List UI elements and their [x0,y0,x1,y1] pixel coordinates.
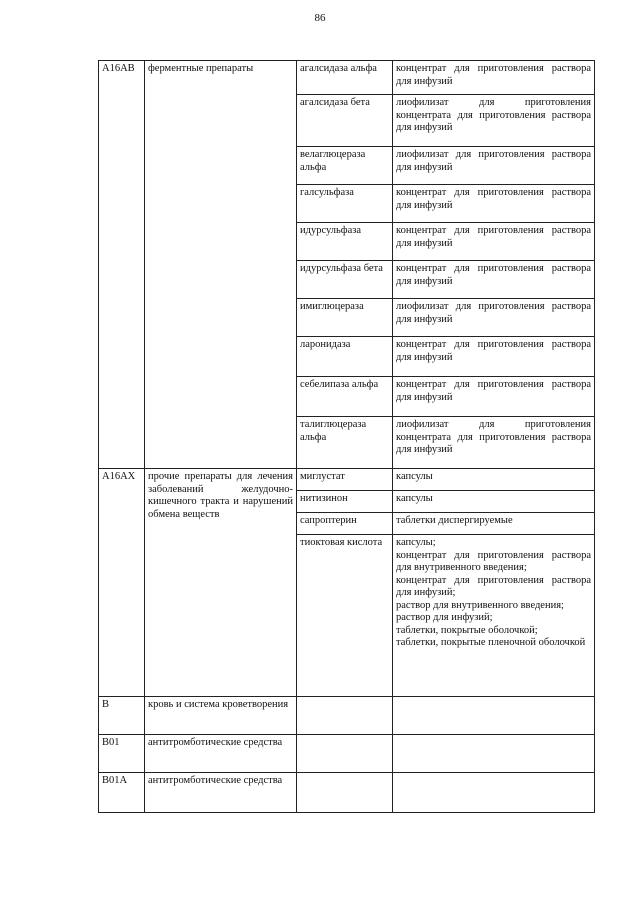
dosage-form-line: таблетки диспергируемые [396,515,513,526]
table-row [99,61,595,95]
dosage-form-line: лиофилизат для приготовления раствора для инфузий [396,149,591,173]
atc-code-cell: A16AX [99,469,145,697]
dosage-form-line: капсулы [396,471,433,482]
table-row [99,735,595,773]
dosage-form-cell [393,735,595,773]
table-row [99,697,595,735]
dosage-form-cell [393,377,595,417]
dosage-form-line: концентрат для приготовления раствора для инфузий [396,187,591,211]
dosage-form-cell [393,513,595,535]
drug-name-cell: сапроптерин [297,513,393,535]
dosage-form-cell [393,535,595,697]
group-name-cell: прочие препараты для лечения заболеваний желудочно-кишечного тракта и нарушений обмена веществ [145,469,297,697]
group-name-cell: антитромботические средства [145,773,297,813]
drug-name-cell: миглустат [297,469,393,491]
dosage-form-line: раствор для внутривенного введения; [396,599,564,611]
atc-code-cell: B01A [99,773,145,813]
dosage-form-line: таблетки, покрытые пленочной оболочкой [396,637,586,648]
dosage-form-line: концентрат для приготовления раствора для инфузий [396,63,591,87]
dosage-form-line: концентрат для приготовления раствора для инфузий [396,339,591,363]
table-row [99,773,595,813]
dosage-form-cell [393,147,595,185]
dosage-form-line: концентрат для приготовления раствора для инфузий [396,263,591,287]
table-row [99,469,595,491]
atc-code-cell: A16AB [99,61,145,469]
dosage-form-cell [393,61,595,95]
dosage-form-cell [393,417,595,469]
dosage-form-line: концентрат для приготовления раствора для инфузий [396,225,591,249]
drug-name-cell: галсульфаза [297,185,393,223]
drug-name-cell: агалсидаза бета [297,95,393,147]
dosage-form-cell [393,185,595,223]
drug-table [98,60,595,813]
atc-code-cell: B [99,697,145,735]
drug-name-cell: имиглюцераза [297,299,393,337]
dosage-form-line: концентрат для приготовления раствора для инфузий [396,379,591,403]
atc-code-cell: B01 [99,735,145,773]
dosage-form-cell [393,697,595,735]
dosage-form-cell [393,223,595,261]
dosage-form-line: концентрат для приготовления раствора для внутривенного введения; [396,549,591,573]
page-number: 86 [314,12,326,24]
drug-name-cell: себелипаза альфа [297,377,393,417]
drug-name-cell [297,697,393,735]
drug-name-cell: нитизинон [297,491,393,513]
dosage-form-cell [393,261,595,299]
dosage-form-line: раствор для инфузий; [396,612,493,623]
drug-name-cell: идурсульфаза бета [297,261,393,299]
group-name-cell: ферментные препараты [145,61,297,469]
dosage-form-cell [393,337,595,377]
dosage-form-line: лиофилизат для приготовления раствора для инфузий [396,301,591,325]
drug-name-cell [297,735,393,773]
dosage-form-line: концентрат для приготовления раствора для инфузий; [396,574,591,598]
drug-name-cell: идурсульфаза [297,223,393,261]
dosage-form-cell [393,491,595,513]
dosage-form-cell [393,95,595,147]
drug-name-cell: ларонидаза [297,337,393,377]
dosage-form-line: лиофилизат для приготовления концентрата для приготовления раствора для инфузий [396,97,591,133]
dosage-form-cell [393,299,595,337]
drug-name-cell: велаглюцераза альфа [297,147,393,185]
group-name-cell: антитромботические средства [145,735,297,773]
drug-name-cell: талиглюцераза альфа [297,417,393,469]
drug-name-cell: агалсидаза альфа [297,61,393,95]
drug-name-cell: тиоктовая кислота [297,535,393,697]
dosage-form-cell [393,469,595,491]
dosage-form-line: капсулы; [396,537,436,548]
group-name-cell: кровь и система кроветворения [145,697,297,735]
dosage-form-line: лиофилизат для приготовления концентрата для приготовления раствора для инфузий [396,419,591,455]
dosage-form-line: капсулы [396,493,433,504]
drug-name-cell [297,773,393,813]
dosage-form-cell [393,773,595,813]
dosage-form-line: таблетки, покрытые оболочкой; [396,624,538,636]
